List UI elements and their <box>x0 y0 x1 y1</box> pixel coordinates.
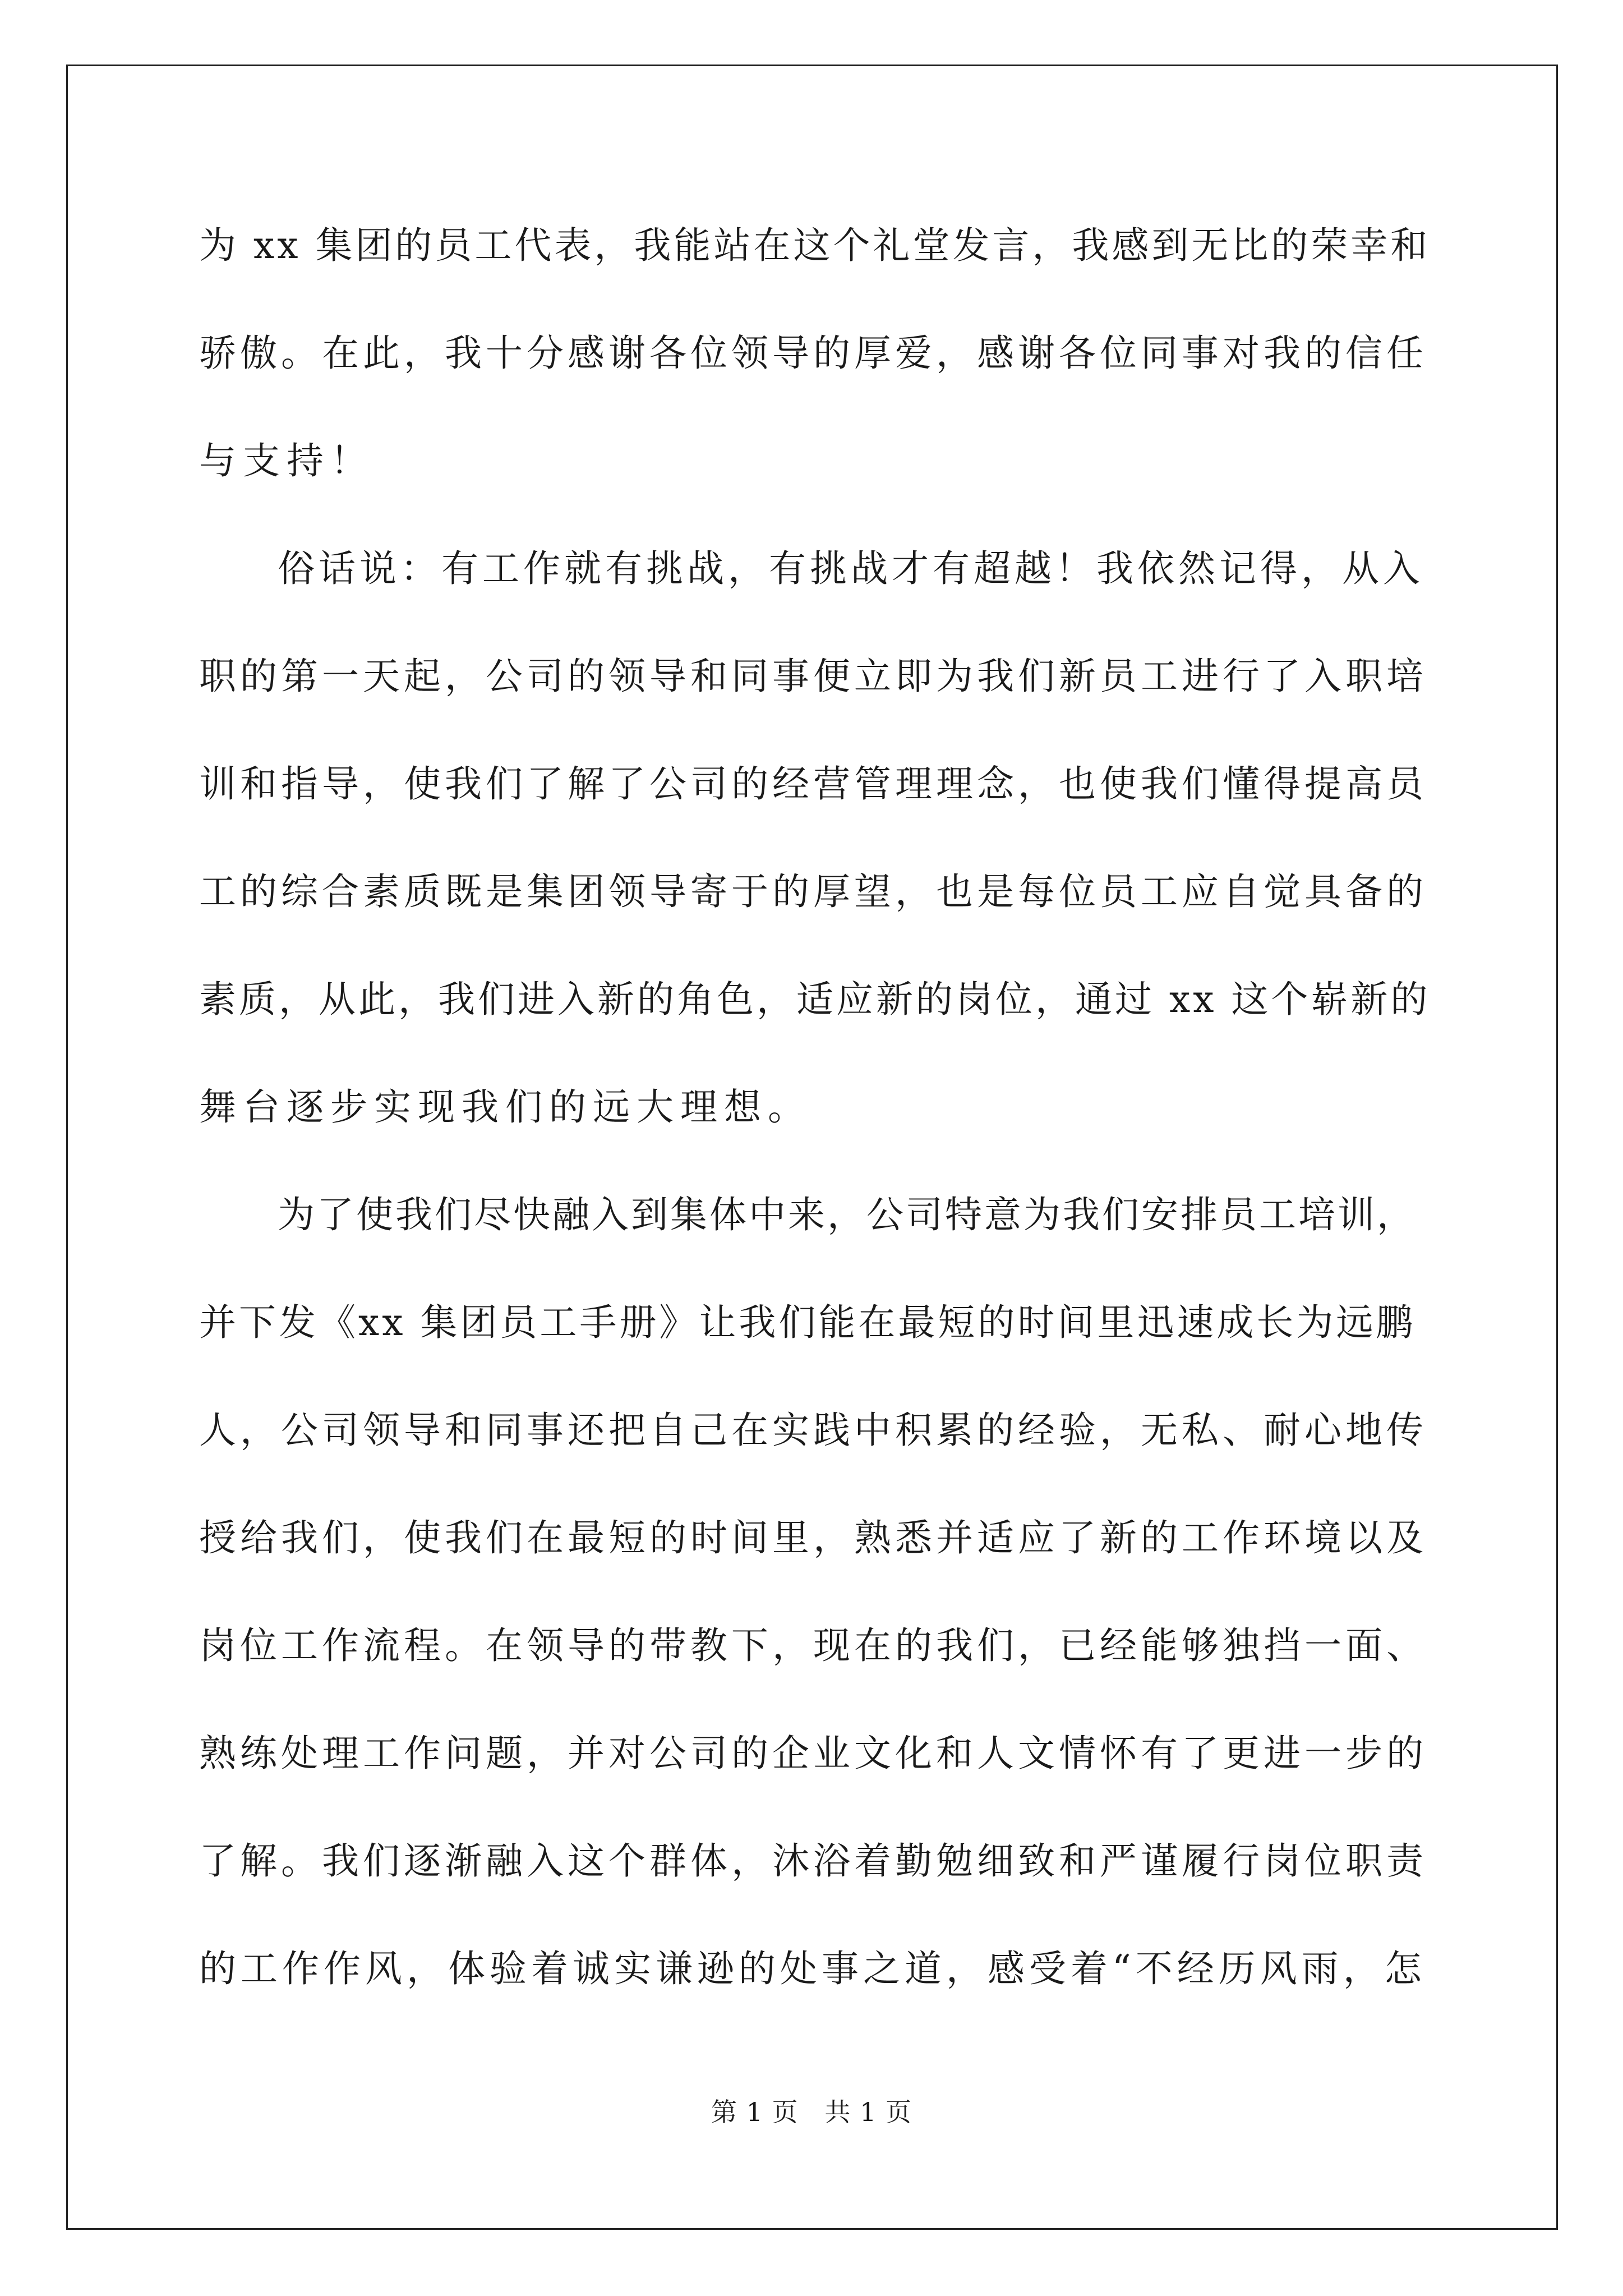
text-line: 骄傲。在此，我十分感谢各位领导的厚爱，感谢各位同事对我的信任 <box>199 332 1427 375</box>
page-border <box>66 65 1558 2230</box>
text-line: 熟练处理工作问题，并对公司的企业文化和人文情怀有了更进一步的 <box>199 1732 1427 1775</box>
text-line: 为 xx 集团的员工代表，我能站在这个礼堂发言，我感到无比的荣幸和 <box>199 224 1431 267</box>
text-line: 职的第一天起，公司的领导和同事便立即为我们新员工进行了入职培 <box>199 655 1427 698</box>
paragraph-first-line: 俗话说：有工作就有挑战，有挑战才有超越！我依然记得，从入 <box>278 547 1424 590</box>
text-line: 人，公司领导和同事还把自己在实践中积累的经验，无私、耐心地传 <box>199 1409 1427 1452</box>
text-line: 了解。我们逐渐融入这个群体，沐浴着勤勉细致和严谨履行岗位职责 <box>199 1839 1427 1883</box>
paragraph-first-line: 为了使我们尽快融入到集体中来，公司特意为我们安排员工培训， <box>278 1193 1416 1236</box>
text-line: 素质，从此，我们进入新的角色，适应新的岗位，通过 xx 这个崭新的 <box>199 978 1431 1021</box>
text-line: 工的综合素质既是集团领导寄于的厚望，也是每位员工应自觉具备的 <box>199 870 1427 913</box>
text-line: 舞台逐步实现我们的远大理想。 <box>199 1085 811 1129</box>
text-line: 的工作作风，体验着诚实谦逊的处事之道，感受着“不经历风雨，怎 <box>199 1947 1426 1990</box>
text-line: 岗位工作流程。在领导的带教下，现在的我们，已经能够独挡一面、 <box>199 1624 1427 1667</box>
text-line: 与支持！ <box>199 439 374 482</box>
text-line: 并下发《xx 集团员工手册》让我们能在最短的时间里迅速成长为远鹏 <box>199 1301 1416 1344</box>
page-number-footer: 第 1 页 共 1 页 <box>711 2097 912 2127</box>
text-line: 授给我们，使我们在最短的时间里，熟悉并适应了新的工作环境以及 <box>199 1516 1427 1559</box>
text-line: 训和指导，使我们了解了公司的经营管理理念，也使我们懂得提高员 <box>199 762 1427 806</box>
